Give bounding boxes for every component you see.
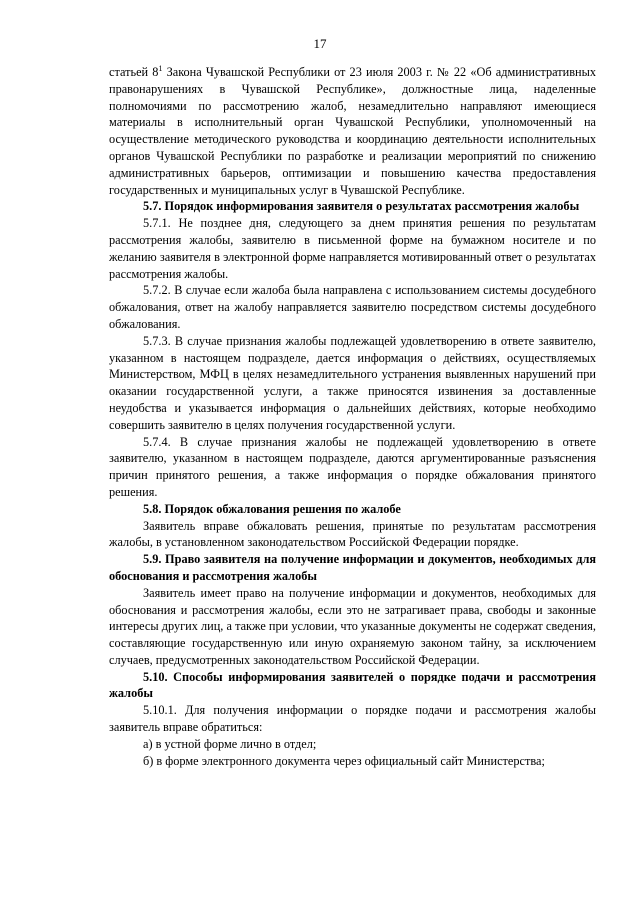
paragraph-5-7-3: 5.7.3. В случае признания жалобы подлежащей удовлетворению в ответе заявителю, указанном в настоящем подразделе, дается информация о действиях, осуществляемых Министерством, МФЦ в целях незамедлительного устранения выявленных нарушений при оказании государственной услуги, а также приносятся извинения за доставленные неудобства и указывается информация о дальнейших действиях, которые необходимо совершить заявителю в целях получения государственной услуги. bbox=[109, 333, 596, 432]
paragraph-5-7-4: 5.7.4. В случае признания жалобы не подлежащей удовлетворению в ответе заявителю, указанном в настоящем подразделе, даются аргументированные разъяснения причин принятого решения, а также информация о порядке обжалования принятого решения. bbox=[109, 434, 596, 499]
superscript: 1 bbox=[158, 63, 163, 73]
section-heading-5-7: 5.7. Порядок информирования заявителя о результатах рассмотрения жалобы bbox=[143, 199, 580, 214]
paragraph-5-7-2: 5.7.2. В случае если жалоба была направлена с использованием системы досудебного обжалования, ответ на жалобу направляется заявителю посредством системы досудебного обжалования. bbox=[109, 283, 596, 331]
section-heading-5-8: 5.8. Порядок обжалования решения по жалобе bbox=[143, 501, 401, 516]
list-item-a: а) в устной форме лично в отдел; bbox=[143, 736, 317, 751]
paragraph-5-9: Заявитель имеет право на получение информации и документов, необходимых для обоснования и рассмотрения жалобы, если это не затрагивает права, свободы и законные интересы других лиц, а также при условии, что указанные документы не содержат сведения, составляющие государственную или иную охраняемую законом тайну, за исключением случаев, предусмотренных законодательством Российской Федерации. bbox=[109, 585, 596, 667]
paragraph-5-8: Заявитель вправе обжаловать решения, принятые по результатам рассмотрения жалобы, в установленном законодательством Российской Федерации порядке. bbox=[109, 518, 596, 550]
intro-paragraph: статьей $8^1$ Закона Чувашской Республики от 23 июля 2003 г. № 22 «Об административных правонарушениях в Чувашской Республике», должностные лица, наделенные полномочиями по рассмотрению жалоб, незамедлительно направляют имеющиеся материалы в исполнительный орган Чувашской Республики, уполномоченный на осуществление методического руководства и координацию деятельности исполнительных органов Чувашской Республики по разработке и реализации мероприятий по снижению административных барьеров, оптимизации и повышению качества предоставления государственных и муниципальных услуг в Чувашской Республике. bbox=[109, 63, 596, 197]
document-body bbox=[109, 64, 596, 769]
paragraph-5-7-1: 5.7.1. Не позднее дня, следующего за днем принятия решения по результатам рассмотрения жалобы, заявителю в письменной форме на бумажном носителе и по желанию заявителя в электронной форме направляется мотивированный ответ о результатах рассмотрения жалобы. bbox=[109, 216, 596, 281]
page-number: 17 bbox=[313, 36, 327, 51]
paragraph-5-10-1: 5.10.1. Для получения информации о порядке подачи и рассмотрения жалобы заявитель вправе обратиться: bbox=[109, 703, 596, 735]
list-item-b: б) в форме электронного документа через официальный сайт Министерства; bbox=[143, 753, 545, 768]
section-heading-5-9: 5.9. Право заявителя на получение информации и документов, необходимых для обоснования и рассмотрения жалобы bbox=[109, 552, 596, 583]
section-heading-5-10: 5.10. Способы информирования заявителей о порядке подачи и рассмотрения жалобы bbox=[109, 669, 596, 701]
